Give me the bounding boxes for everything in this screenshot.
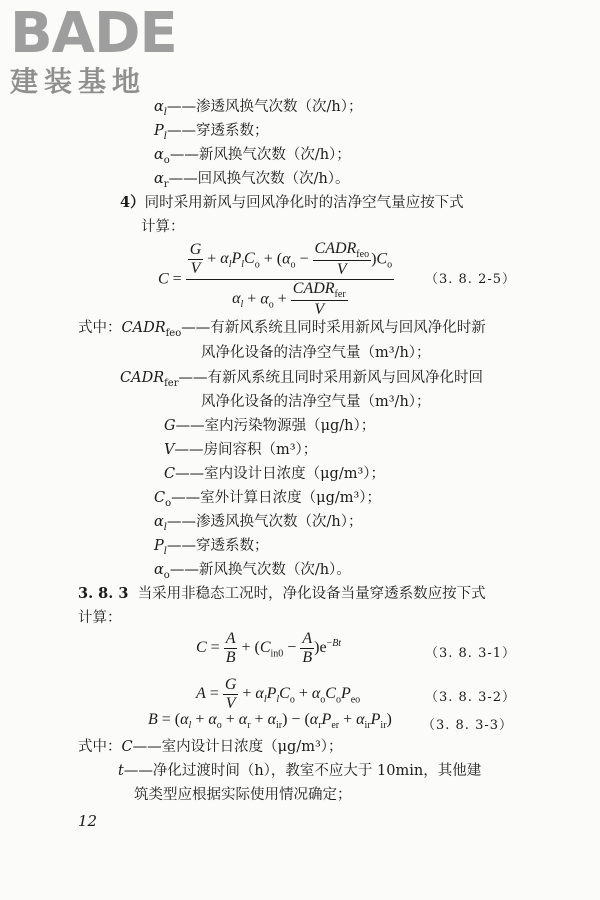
bade-logo [10,1,177,98]
where-cadr-feo: 式中：$CADR_{feo}——$有新风系统且同时采用新风与回风净化时新 [78,320,486,339]
equation-3-8-3-3: $B = (\alpha_l + \alpha_o + \alpha_r + \alpha_{ir}) - (\alpha_rP_{er} + \alpha_{ir}P_{ir})$ [148,711,392,732]
equation-3-8-3-2: A = $\frac{G}{V}$ + $\alpha_lP_lC_o + \alpha_oC_oP_{eo}$ [196,676,361,712]
where-cadr-fer: $CADR_{fer}——$有新风系统且同时采用新风与回风净化时回 [120,370,484,389]
where2-t-cont: 筑类型应根据实际使用情况确定； [134,787,352,803]
item-4: 4）同时采用新风与回风净化时的洁净空气量应按下式 [120,194,464,211]
where-cadr-fer-cont: 风净化设备的洁净空气量（m³/h）； [201,394,431,410]
eq-number-3-8-2-5: （3. 8. 2-5） [425,272,517,287]
logo-subtitle: 建装基地 [10,65,147,98]
equation-3-8-2-5: C = $\frac{G}{V}$ + $\alpha_lP_lC_o + (\alpha_o$ − $\frac{CADR_{feo}}{V}$ )$C_o$ $\alpha_l + \alpha_o$ + $\frac{CADR_{fer}}{V}$ [158,240,393,319]
where-alpha-l: $\alpha_l——$渗透风换气次数（次/h）； [154,514,363,533]
def-p-l: $P_l——$穿透系数； [154,123,269,142]
eq-number-3-8-3-2: （3. 8. 3-2） [425,690,517,705]
where2-c: 式中：C——室内设计日浓度（μg/m³）； [78,739,343,755]
equation-3-8-3-1: C = $\frac{A}{B}$ + ($C_{in0}$ − $\frac{A}{B}$ )$e^{-Bt}$ [196,630,342,666]
section-3-8-3-cont: 计算： [78,610,122,626]
eq-number-3-8-3-1: （3. 8. 3-1） [425,646,517,661]
where-c: C——室内设计日浓度（μg/m³）； [164,466,386,482]
where-co: $C_o——$室外计算日浓度（μg/m³）； [154,490,382,509]
where-v: V——房间容积（m³）； [164,442,318,458]
where2-t: t——净化过渡时间（h），教室不应大于 10min，其他建 [118,763,482,779]
def-alpha-r: $\alpha_r——$回风换气次数（次/h）。 [154,171,350,190]
where-p-l: $P_l——$穿透系数； [154,538,269,557]
page-number: 12 [78,812,98,830]
where-alpha-o: $\alpha_o——$新风换气次数（次/h）。 [154,562,351,581]
where-g: G——室内污染物源强（μg/h）； [164,418,376,434]
def-alpha-o: $\alpha_o——$新风换气次数（次/h）； [154,147,351,166]
def-alpha-l: $\alpha_l——$渗透风换气次数（次/h）； [154,99,363,118]
logo-bade-text: BADE [10,1,177,66]
where-cadr-feo-cont: 风净化设备的洁净空气量（m³/h）； [201,345,431,361]
item-4-cont: 计算： [141,219,185,235]
eq-number-3-8-3-3: （3. 8. 3-3） [422,718,514,733]
section-3-8-3: 3. 8. 3 当采用非稳态工况时，净化设备当量穿透系数应按下式 [78,585,486,602]
